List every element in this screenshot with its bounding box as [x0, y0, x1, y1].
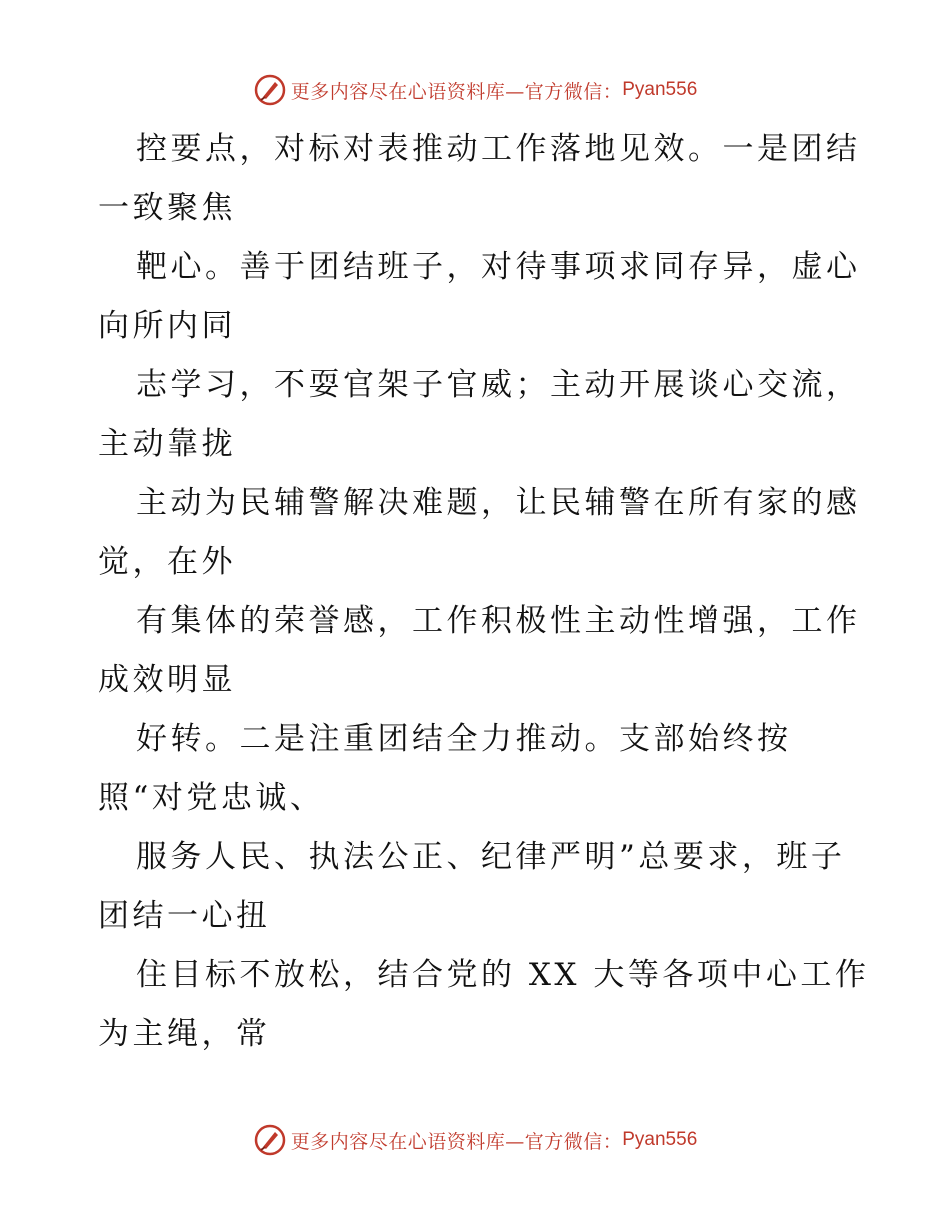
text-line: 服务人民、执法公正、纪律严明”总要求，班子 — [136, 839, 846, 875]
text-line: 成效明显 — [98, 662, 236, 698]
text-line: 好转。二是注重团结全力推动。支部始终按 — [136, 721, 792, 757]
quill-logo-icon — [253, 1123, 287, 1157]
text-line: 控要点，对标对表推动工作落地见效。一是团结 — [136, 131, 861, 167]
footer-wechat-id: Pyan556 — [622, 1129, 698, 1150]
document-body — [98, 120, 870, 1064]
text-line: 主动靠拢 — [98, 426, 236, 462]
text-line: 住目标不放松，结合党的 XX 大等各项中心工作 — [136, 957, 870, 993]
text-line: 有集体的荣誉感，工作积极性主动性增强，工作 — [136, 603, 861, 639]
text-line: 向所内同 — [98, 308, 236, 344]
footer-banner-text: 更多内容尽在心语资料库—官方微信： — [290, 1130, 623, 1153]
header-banner — [0, 70, 950, 110]
footer-banner — [0, 1120, 950, 1160]
header-banner-text: 更多内容尽在心语资料库—官方微信： — [290, 80, 623, 103]
text-line: 一致聚焦 — [98, 190, 236, 226]
text-line: 觉，在外 — [98, 544, 236, 580]
text-line: 主动为民辅警解决难题，让民辅警在所有家的感 — [136, 485, 861, 521]
text-line: 志学习，不耍官架子官威；主动开展谈心交流， — [136, 367, 861, 403]
text-line: 照“对党忠诚、 — [98, 780, 325, 816]
header-wechat-id: Pyan556 — [622, 79, 698, 100]
text-line: 为主绳，常 — [98, 1016, 271, 1052]
text-line: 靶心。善于团结班子，对待事项求同存异，虚心 — [136, 249, 861, 285]
text-line: 团结一心扭 — [98, 898, 271, 934]
quill-logo-icon — [253, 73, 287, 107]
